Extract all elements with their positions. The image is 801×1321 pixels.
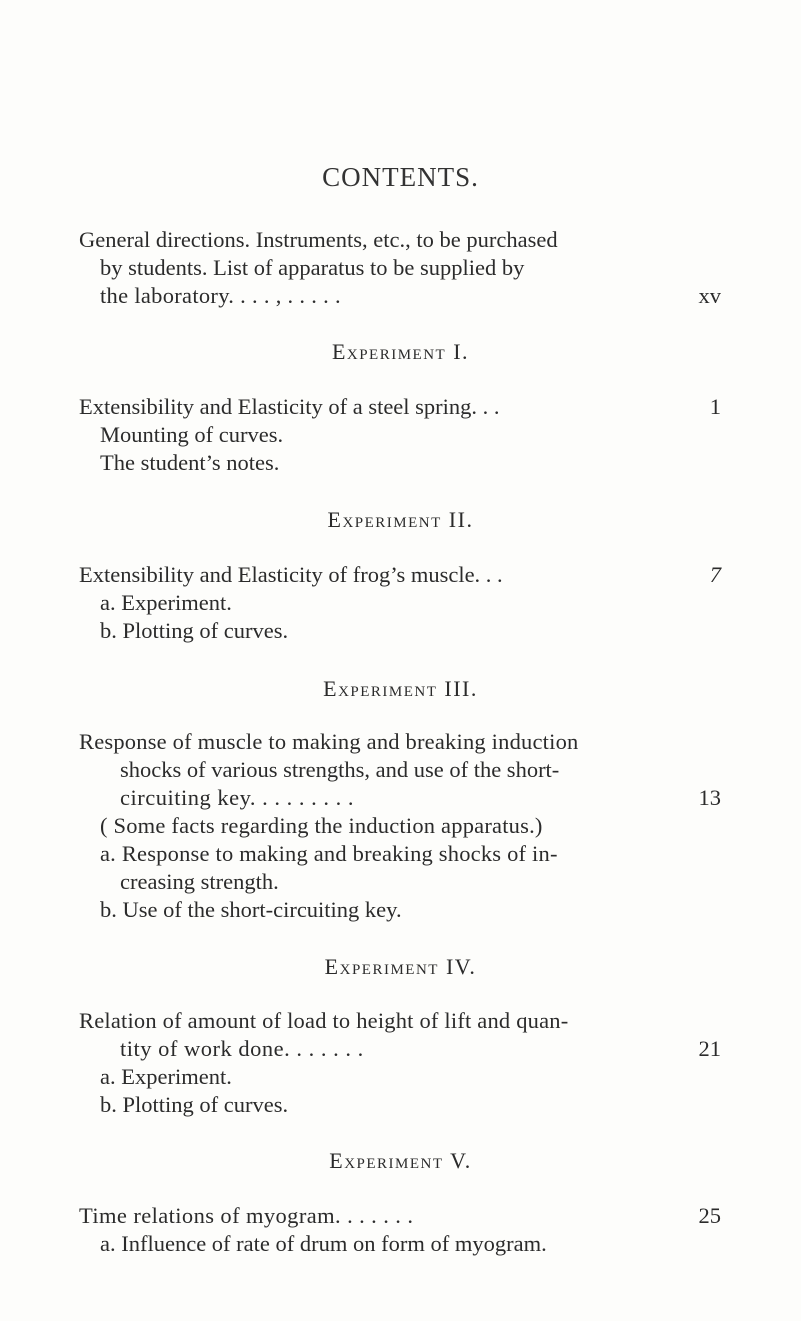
- exp3-line-5: a. Response to making and breaking shocks of in-: [100, 841, 558, 866]
- experiment-2-heading: Experiment II.: [327, 507, 474, 532]
- exp3-line-2: shocks of various strengths, and use of the short-: [120, 757, 560, 782]
- exp1-line-1: Extensibility and Elasticity of a steel spring. . .: [79, 394, 500, 419]
- exp3-line-6: creasing strength.: [120, 869, 279, 894]
- experiment-1-heading: Experiment I.: [331, 339, 470, 364]
- exp5-line-1: Time relations of myogram. . . . . . .: [79, 1203, 414, 1228]
- page-title: CONTENTS.: [322, 162, 479, 192]
- exp5-line-2: a. Influence of rate of drum on form of myogram.: [100, 1231, 547, 1256]
- exp3-line-4: ( Some facts regarding the induction apparatus.): [100, 813, 543, 838]
- experiment-4-heading: Experiment IV.: [324, 954, 477, 979]
- exp2-line-3: b. Plotting of curves.: [100, 618, 289, 643]
- exp1-line-3: The student’s notes.: [100, 450, 280, 475]
- exp3-line-1: Response of muscle to making and breaking induction: [79, 729, 579, 754]
- general-line-1: General directions. Instruments, etc., to be purchased: [79, 227, 558, 252]
- exp4-line-1: Relation of amount of load to height of lift and quan-: [79, 1008, 569, 1033]
- general-line-3: the laboratory. . . . , . . . . .: [100, 283, 341, 308]
- page-number-exp5: 25: [698, 1203, 721, 1228]
- exp2-line-1: Extensibility and Elasticity of frog’s muscle. . .: [79, 562, 503, 587]
- exp4-line-3: a. Experiment.: [100, 1064, 232, 1089]
- page-number-exp3: 13: [698, 785, 721, 810]
- exp1-line-2: Mounting of curves.: [100, 422, 284, 447]
- page-number-general: xv: [698, 283, 721, 308]
- exp3-line-7: b. Use of the short-circuiting key.: [100, 897, 402, 922]
- exp2-line-2: a. Experiment.: [100, 590, 232, 615]
- exp3-line-3: circuiting key. . . . . . . . .: [120, 785, 354, 810]
- experiment-5-heading: Experiment V.: [329, 1148, 472, 1173]
- page-number-exp2: 7: [709, 562, 721, 587]
- general-line-2: by students. List of apparatus to be supplied by: [100, 255, 525, 280]
- exp4-line-2: tity of work done. . . . . . .: [120, 1036, 364, 1061]
- page-number-exp4: 21: [698, 1036, 721, 1061]
- page-number-exp1: 1: [709, 394, 721, 419]
- exp4-line-4: b. Plotting of curves.: [100, 1092, 289, 1117]
- experiment-3-heading: Experiment III.: [323, 676, 478, 701]
